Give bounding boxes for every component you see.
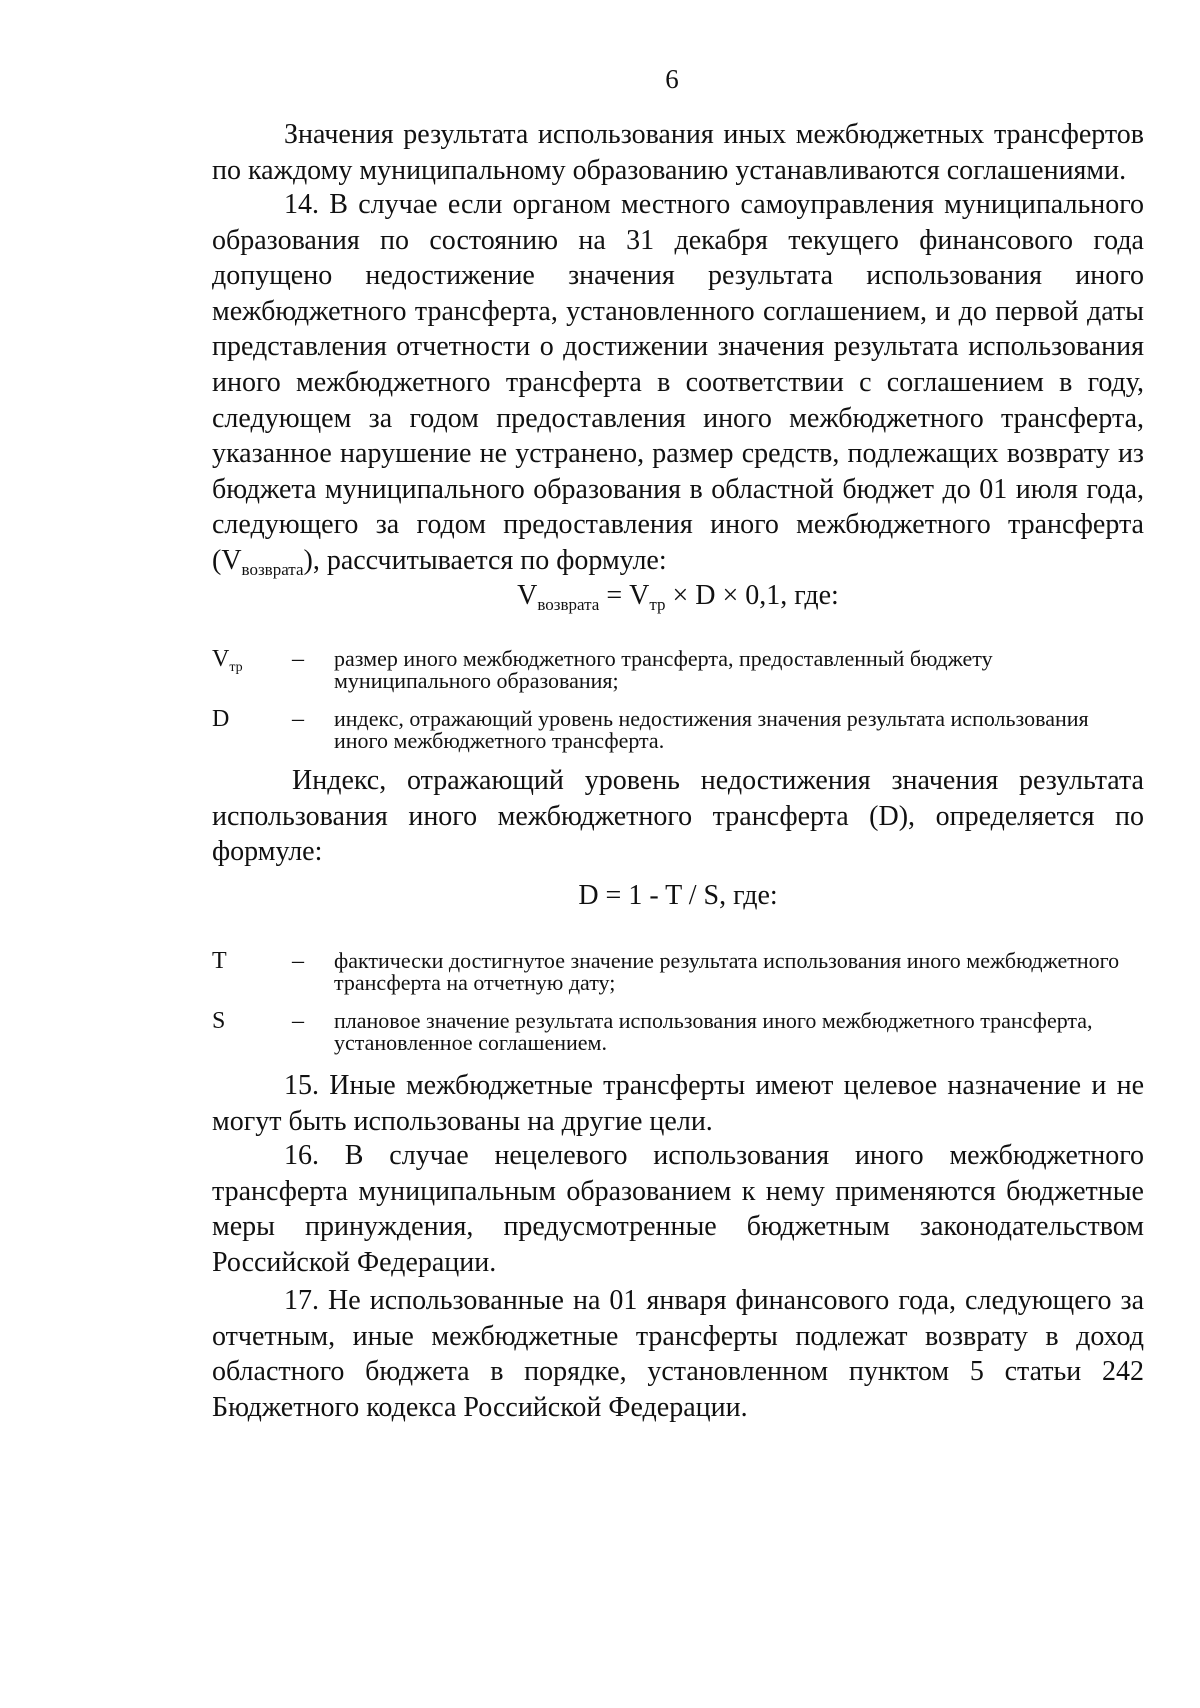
definition-symbol: T	[212, 948, 227, 974]
formula-1-lhs-sub: возврата	[537, 595, 600, 614]
formula-v-return	[212, 580, 1144, 612]
intro-paragraph-block	[212, 117, 1144, 188]
paragraph-14	[212, 187, 1144, 579]
paragraph-14-tail: ), рассчитывается по формуле:	[303, 544, 667, 576]
definition-dash: –	[292, 646, 304, 672]
formula-1-definitions	[212, 648, 1144, 752]
paragraph-16: 16. В случае нецелевого использования иного межбюджетного трансферта муниципальным образованием к нему применяются бюджетные меры принуждения, предусмотренные бюджетным законодательством Российской Федерации.	[212, 1140, 1144, 1278]
index-paragraph: Индекс, отражающий уровень недостижения значения результата использования иного межбюджетного трансферта (D), определяется по формуле:	[212, 765, 1144, 868]
definition-row	[212, 648, 1144, 692]
definition-dash: –	[292, 948, 304, 974]
paragraph-14-block	[212, 187, 1144, 579]
definition-row	[212, 1010, 1144, 1054]
formula-1-eq: = V	[599, 580, 650, 611]
paragraph-17: 17. Не использованные на 01 января финансового года, следующего за отчетным, иные межбюджетные трансферты подлежат возврату в доход областного бюджета в порядке, установленном пунктом 5 статьи 242 Бюджетного кодекса Российской Федерации.	[212, 1285, 1144, 1423]
formula-1-vtr-sub: тр	[649, 595, 666, 614]
paragraph-15: 15. Иные межбюджетные трансферты имеют целевое назначение и не могут быть использованы на другие цели.	[212, 1070, 1144, 1137]
formula-d: D = 1 - T / S, где:	[578, 880, 778, 911]
paragraph-14-text: 14. В случае если органом местного самоуправления муниципального образования по состоянию на 31 декабря текущего финансового года допущено недостижение значения результата использования иного межбюджетного трансферта, установленного соглашением, и до первой даты представления отчетности о достижении значения результата использования иного межбюджетного трансферта в соответствии с соглашением в году, следующем за годом предоставления иного межбюджетного трансферта, указанное нарушение не устранено, размер средств, подлежащих возврату из бюджета муниципального образования в областной бюджет до 01 июля года, следующего за годом предоставления иного межбюджетного трансферта	[212, 189, 1144, 541]
index-paragraph-block	[212, 763, 1144, 870]
intro-paragraph: Значения результата использования иных межбюджетных трансфертов по каждому муниципальному образованию устанавливаются соглашениями.	[212, 119, 1144, 186]
formula-1-rest: × D × 0,1, где:	[665, 580, 839, 611]
definition-dash: –	[292, 706, 304, 732]
formula-1-lhs: V	[517, 580, 538, 611]
paragraph-16-block	[212, 1138, 1144, 1280]
definition-text: индекс, отражающий уровень недостижения значения результата использования иного межбюджетного трансферта.	[334, 706, 1089, 753]
page-number: 6	[665, 64, 679, 94]
paragraph-17-block	[212, 1283, 1144, 1425]
definition-symbol: S	[212, 1008, 226, 1034]
definition-text: плановое значение результата использования иного межбюджетного трансферта, установленное соглашением.	[334, 1008, 1093, 1055]
definition-text: размер иного межбюджетного трансферта, предоставленный бюджету муниципального образования;	[334, 646, 993, 693]
definition-text: фактически достигнутое значение результата использования иного межбюджетного трансферта на отчетную дату;	[334, 948, 1120, 995]
definition-symbol: $V_{тр}$	[212, 646, 243, 675]
definition-row	[212, 708, 1144, 752]
paragraph-15-block	[212, 1068, 1144, 1139]
paragraph-14-v-sub: возврата	[241, 559, 304, 579]
formula-2-definitions	[212, 950, 1144, 1054]
paragraph-14-v-open: (V	[212, 544, 242, 576]
definition-symbol: D	[212, 706, 230, 732]
definition-row	[212, 950, 1144, 994]
definition-dash: –	[292, 1008, 304, 1034]
